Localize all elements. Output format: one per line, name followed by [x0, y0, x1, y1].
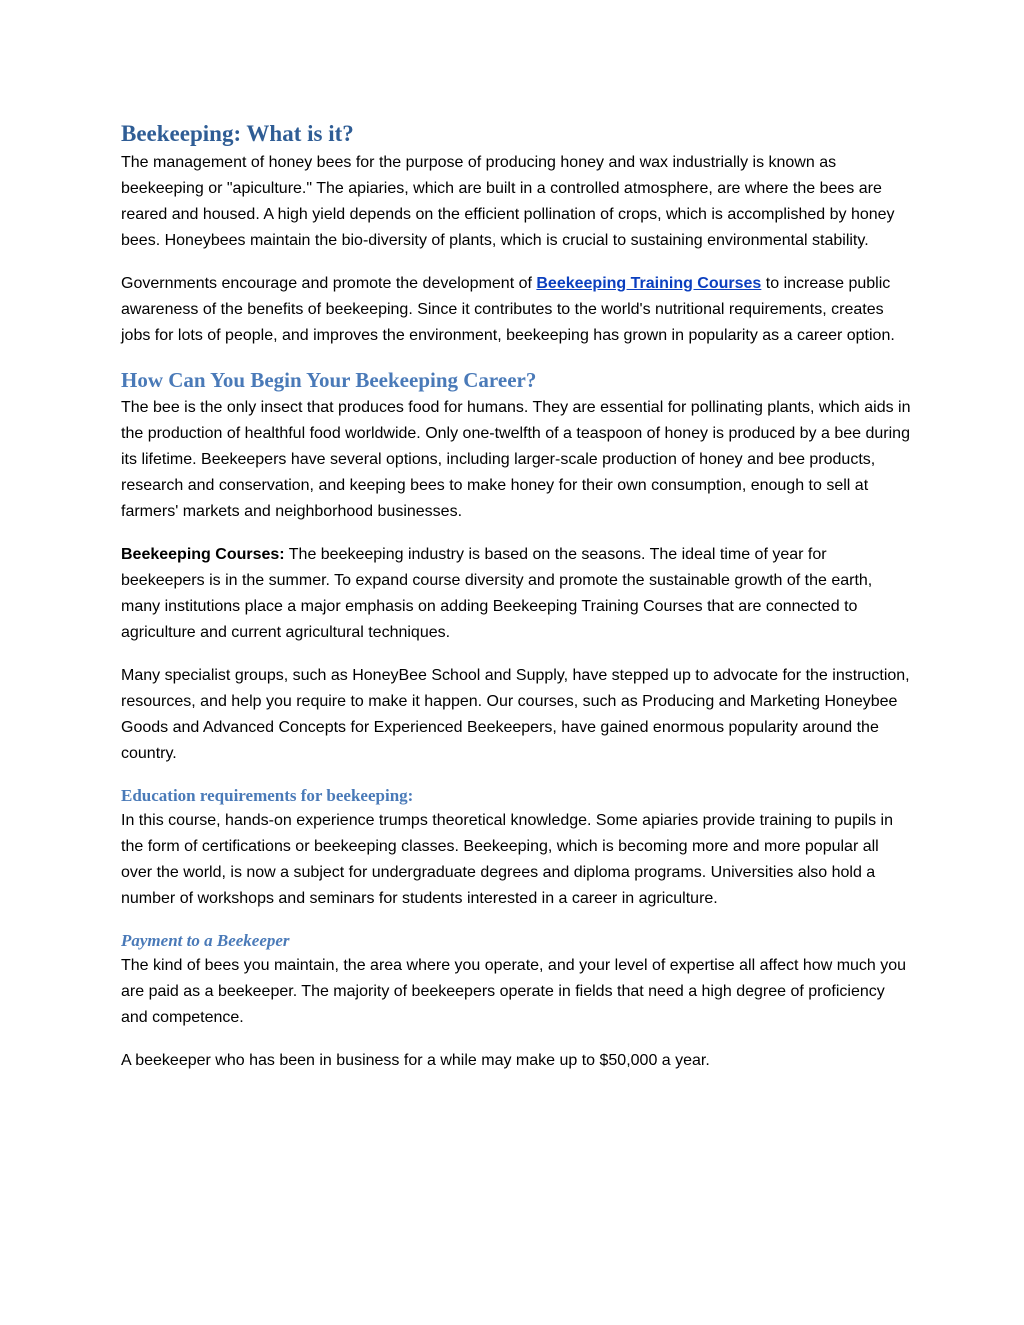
paragraph-text: to increase public awareness of the benefits of beekeeping. Since it contributes to the world's nutritional requirements, creates jobs for lots of people, and improves the environment, beekeeping has grown in popularity as a career option. — [121, 275, 895, 344]
paragraph-specialist-groups: Many specialist groups, such as HoneyBee School and Supply, have stepped up to advocate for the instruction, resources, and help you require to make it happen. Our courses, such as Producing and Marketing Honeybee Goods and Advanced Concepts for Experienced Beekeepers, have gained enormous popularity around the country. — [121, 667, 910, 762]
paragraph-beekeeping-definition: The management of honey bees for the purpose of producing honey and wax industrially is known as beekeeping or "apiculture." The apiaries, which are built in a controlled atmosphere, are where the bees are reared and housed. A high yield depends on the efficient pollination of crops, which is accomplished by honey bees. Honeybees maintain the bio-diversity of plants, which is crucial to sustaining environmental stability. — [121, 154, 895, 249]
document-page — [121, 119, 911, 1091]
paragraph-payment-factors: The kind of bees you maintain, the area where you operate, and your level of expertise all affect how much you are paid as a beekeeper. The majority of beekeepers operate in fields that need a high degree of proficiency and competence. — [121, 957, 907, 1026]
paragraph-education: In this course, hands-on experience trumps theoretical knowledge. Some apiaries provide training to pupils in the form of certifications or beekeeping classes. Beekeeping, which is becoming more and more popular all over the world, is now a subject for undergraduate degrees and diploma programs. Universities also hold a number of workshops and seminars for students interested in a career in agriculture. — [121, 812, 893, 907]
paragraph-text: Governments encourage and promote the development of — [121, 275, 537, 292]
heading-education-requirements: Education requirements for beekeeping: — [121, 786, 414, 805]
beekeeping-courses-label: Beekeeping Courses: — [121, 546, 285, 563]
beekeeping-training-courses-link[interactable]: Beekeeping Training Courses — [536, 275, 762, 292]
heading-begin-career: How Can You Begin Your Beekeeping Career? — [121, 368, 537, 392]
heading-payment: Payment to a Beekeeper — [121, 931, 290, 950]
heading-what-is-beekeeping: Beekeeping: What is it? — [121, 121, 354, 146]
paragraph-text: The beekeeping industry is based on the seasons. The ideal time of year for beekeepers is in the summer. To expand course diversity and promote the sustainable growth of the earth, many institutions place a major emphasis on adding Beekeeping Training Courses that are connected to agriculture and current agricultural techniques. — [121, 546, 873, 641]
paragraph-salary: A beekeeper who has been in business for a while may make up to $50,000 a year. — [121, 1052, 710, 1069]
paragraph-government-courses — [121, 271, 911, 349]
paragraph-bee-insect: The bee is the only insect that produces food for humans. They are essential for pollinating plants, which aids in the production of healthful food worldwide. Only one-twelfth of a teaspoon of honey is produced by a bee during its lifetime. Beekeepers have several options, including larger-scale production of honey and bee products, research and conservation, and keeping bees to make honey for their own consumption, enough to sell at farmers' markets and neighborhood businesses. — [121, 399, 911, 520]
paragraph-beekeeping-courses — [121, 542, 911, 646]
